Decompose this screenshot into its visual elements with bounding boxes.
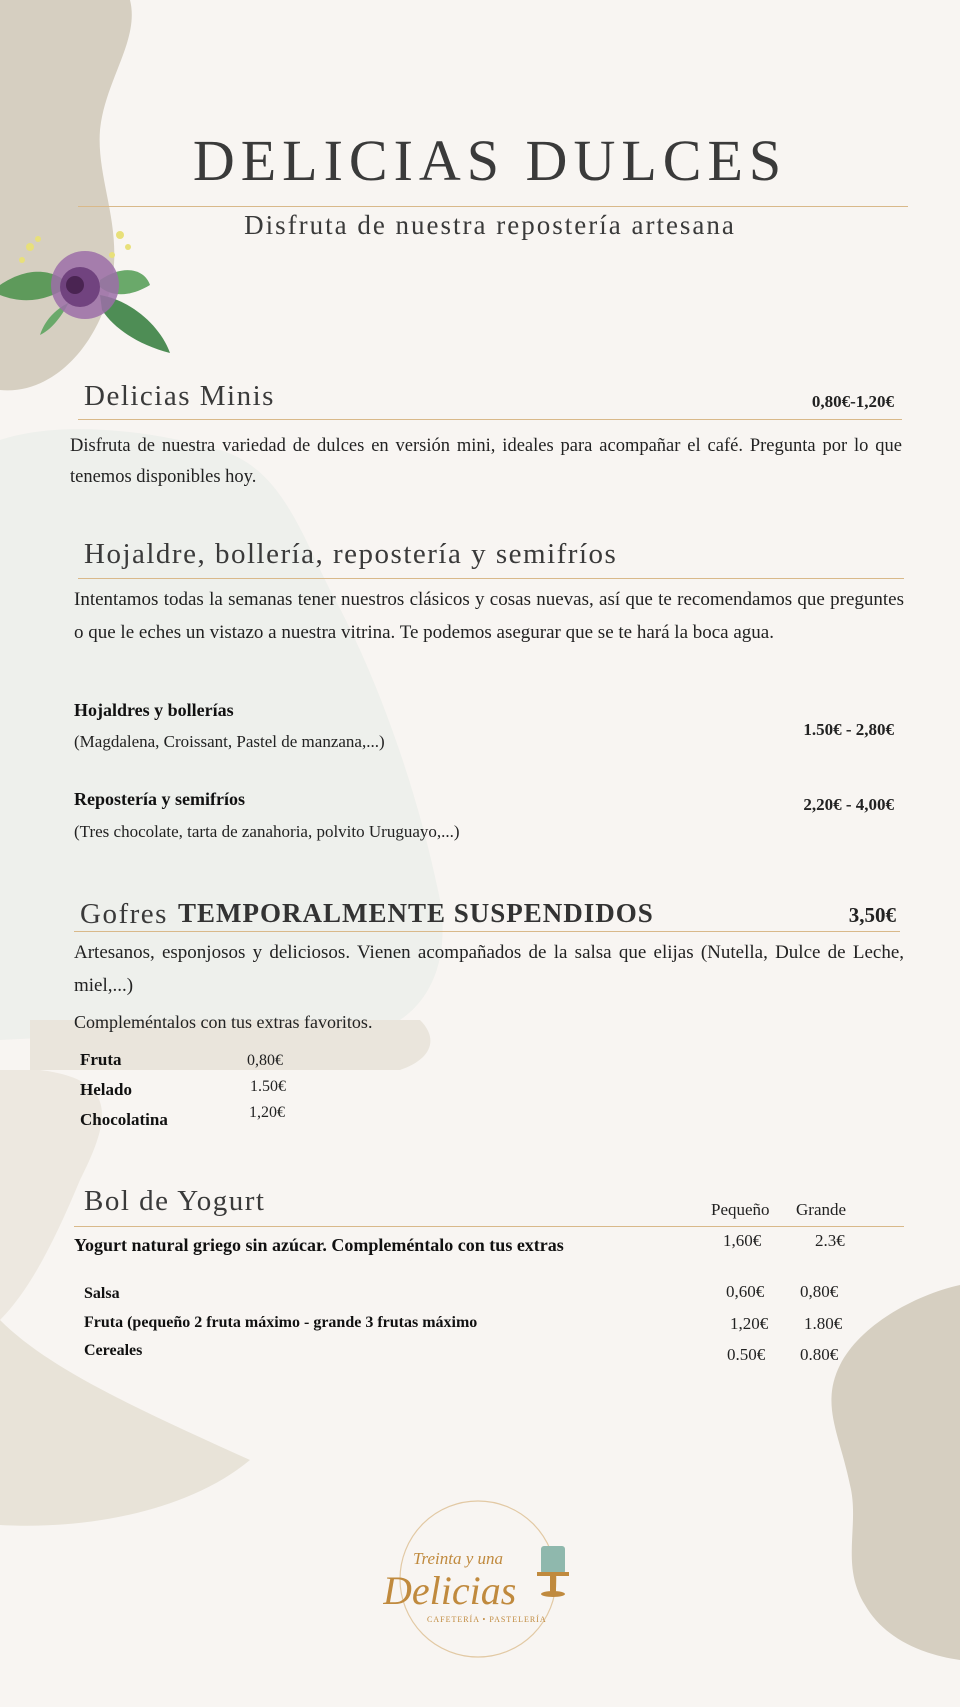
logo-line3: CAFETERÍA • PASTELERÍA [427,1615,547,1624]
gofres-extra-name: Helado [80,1080,132,1099]
yogurt-extra-name: Fruta (pequeño 2 fruta máximo - grande 3 frutas máximo [84,1314,478,1331]
item-hojaldres-desc: (Magdalena, Croissant, Pastel de manzana,...) [74,732,385,751]
logo-line1: Treinta y una [413,1549,504,1568]
minis-description: Disfruta de nuestra variedad de dulces en versión mini, ideales para acompañar el café. Pregunta por lo que tenemos disponibles hoy. [70,436,902,487]
minis-price: 0,80€-1,20€ [811,392,894,411]
gofres-extra-price: 0,80€ [247,1052,283,1069]
yogurt-main-small-price: 1,60€ [723,1231,762,1250]
yogurt-extra-name: Salsa [84,1285,120,1302]
yogurt-main-item: Yogurt natural griego sin azúcar. Compleméntalo con tus extras [74,1235,564,1255]
hojaldre-description: Intentamos todas la semanas tener nuestros clásicos y cosas nuevas, así que te recomendamos que preguntes o que le eches un vistazo a nuestra vitrina. Te podemos asegurar que se te hará la boca agua. [74,589,904,643]
minis-divider [78,419,902,420]
menu-subtitle: Disfruta de nuestra repostería artesana [244,210,736,240]
yogurt-col-small: Pequeño [711,1200,770,1219]
yogurt-extra-large: 0.80€ [800,1345,839,1364]
item-reposteria-desc: (Tres chocolate, tarta de zanahoria, polvito Uruguayo,...) [74,822,460,841]
yogurt-extra-name: Cereales [84,1342,143,1359]
logo-emblem [383,1498,583,1660]
gofres-extra-name: Chocolatina [80,1110,168,1129]
yogurt-extra-large: 1.80€ [804,1314,843,1333]
yogurt-divider [74,1226,904,1227]
menu-title: DELICIAS DULCES [192,128,788,193]
section-title-hojaldre: Hojaldre, bollería, repostería y semifríos [84,538,618,570]
yogurt-extra-large: 0,80€ [800,1282,839,1301]
yogurt-main-large-price: 2.3€ [815,1231,845,1250]
yogurt-col-large: Grande [796,1200,847,1219]
item-hojaldres-price: 1.50€ - 2,80€ [803,720,894,739]
item-reposteria-name: Repostería y semifríos [74,789,245,809]
gofres-price: 3,50€ [848,903,896,927]
section-title-yogurt: Bol de Yogurt [84,1185,266,1217]
gofres-extra-name: Fruta [80,1050,122,1069]
watercolor-flower-decoration [0,225,175,355]
yogurt-extra-small: 1,20€ [730,1314,769,1333]
item-hojaldres-name: Hojaldres y bollerías [74,700,234,720]
cafe-logo [383,1498,583,1660]
gofres-extras-intro: Compleméntalos con tus extras favoritos. [74,1012,373,1032]
title-divider [78,206,908,207]
logo-line2: Delicias [383,1568,517,1613]
yogurt-extra-small: 0,60€ [726,1282,765,1301]
section-title-gofres: Gofres [80,898,168,930]
gofres-description: Artesanos, esponjosos y deliciosos. Vienen acompañados de la salsa que elijas (Nutella, Dulce de Leche, miel,...) [74,942,904,996]
gofres-suspended-notice: TEMPORALMENTE SUSPENDIDOS [178,898,654,928]
section-title-minis: Delicias Minis [84,380,275,412]
yogurt-extra-small: 0.50€ [727,1345,766,1364]
decorative-blob-bottom-right [825,1285,960,1660]
hojaldre-divider [78,578,904,579]
item-reposteria-price: 2,20€ - 4,00€ [803,795,894,814]
gofres-divider [74,931,900,932]
gofres-extra-price: 1,20€ [249,1104,285,1121]
gofres-extra-price: 1.50€ [250,1078,286,1095]
